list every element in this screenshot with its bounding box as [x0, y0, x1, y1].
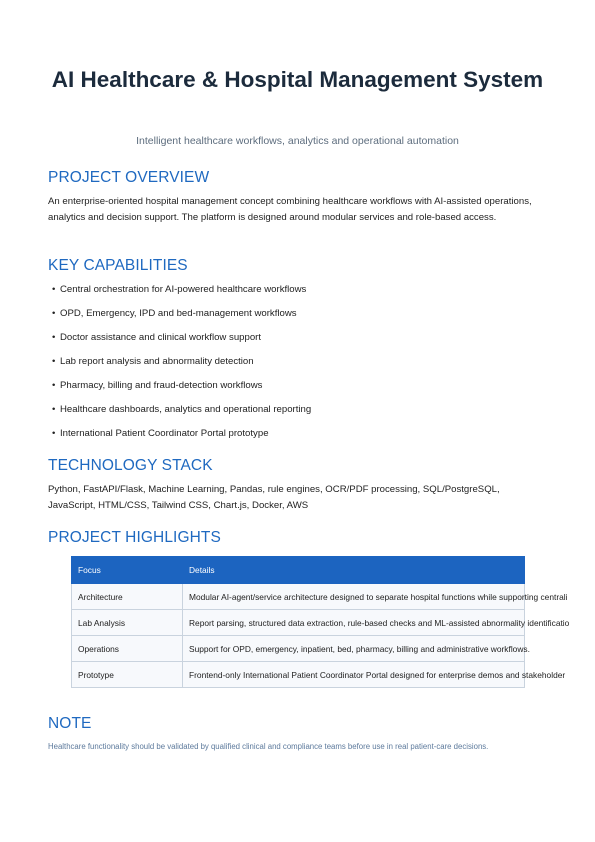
overview-text: An enterprise-oriented hospital management concept combining healthcare workflows with AI-assisted operations, analytics and decision support. The platform is designed around modular services and role-based access.: [48, 196, 532, 223]
table-row: [72, 636, 525, 662]
document-subtitle: Intelligent healthcare workflows, analytics and operational automation: [136, 135, 459, 147]
highlights-heading: PROJECT HIGHLIGHTS: [48, 529, 221, 546]
list-item: • Healthcare dashboards, analytics and operational reporting: [52, 404, 312, 415]
note-heading: NOTE: [48, 715, 92, 732]
list-item: • Central orchestration for AI-powered healthcare workflows: [52, 284, 307, 295]
column-header-details: Details: [183, 557, 525, 584]
table-cell-details: Support for OPD, emergency, inpatient, bed, pharmacy, billing and administrative workflows.: [183, 636, 525, 662]
list-item: • OPD, Emergency, IPD and bed-management workflows: [52, 308, 297, 319]
table-cell-details: Report parsing, structured data extraction, rule-based checks and ML-assisted abnormality identificatio: [183, 610, 525, 636]
document-title: AI Healthcare & Hospital Management System: [51, 67, 544, 92]
table-cell-details: Modular AI-agent/service architecture designed to separate hospital functions while supporting centrali: [183, 584, 525, 610]
table-row: [72, 662, 525, 688]
tech-heading: TECHNOLOGY STACK: [48, 457, 213, 474]
table-row: [72, 610, 525, 636]
note-text: Healthcare functionality should be validated by qualified clinical and compliance teams before use in real patient-care decisions.: [48, 742, 489, 751]
table-cell-focus: Architecture: [72, 584, 183, 610]
list-item: • Pharmacy, billing and fraud-detection workflows: [52, 380, 263, 391]
overview-heading: PROJECT OVERVIEW: [48, 169, 210, 186]
list-item: • Doctor assistance and clinical workflow support: [52, 332, 262, 343]
table-cell-focus: Operations: [72, 636, 183, 662]
list-item: • International Patient Coordinator Portal prototype: [52, 428, 269, 439]
capabilities-heading: KEY CAPABILITIES: [48, 257, 188, 274]
list-item: • Lab report analysis and abnormality detection: [52, 356, 254, 367]
table-row: [72, 584, 525, 610]
column-header-focus: Focus: [72, 557, 183, 584]
table-cell-focus: Lab Analysis: [72, 610, 183, 636]
table-header-row: [72, 557, 525, 584]
tech-text: Python, FastAPI/Flask, Machine Learning, Pandas, rule engines, OCR/PDF processing, SQL/PostgreSQL, JavaScript, HTML/CSS, Tailwind CSS, Chart.js, Docker, AWS: [48, 484, 500, 511]
table-cell-focus: Prototype: [72, 662, 183, 688]
highlights-table: [71, 556, 570, 688]
table-cell-details: Frontend-only International Patient Coordinator Portal designed for enterprise demos and stakeholder: [183, 662, 525, 688]
